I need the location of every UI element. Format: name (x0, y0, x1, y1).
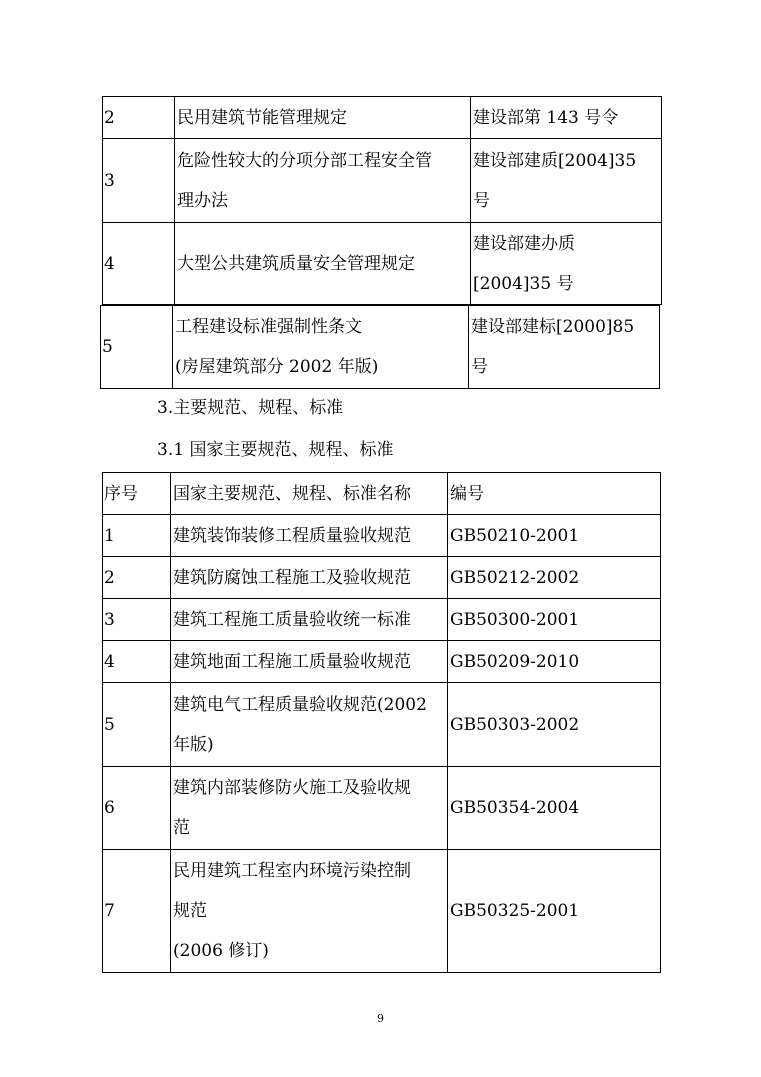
standard-name: 建筑地面工程施工质量验收规范 (171, 641, 448, 683)
regulation-name: 工程建设标准强制性条文 (房屋建筑部分 2002 年版) (173, 306, 469, 389)
row-number: 7 (103, 850, 171, 973)
standard-name: 建筑装饰装修工程质量验收规范 (171, 515, 448, 557)
regulation-name: 民用建筑节能管理规定 (175, 97, 471, 139)
header-no: 序号 (103, 473, 171, 515)
standard-name: 建筑电气工程质量验收规范(2002 年版) (171, 683, 448, 767)
table-row (103, 97, 662, 139)
row-number: 6 (103, 767, 171, 850)
header-name: 国家主要规范、规程、标准名称 (171, 473, 448, 515)
standard-code: GB50210-2001 (448, 515, 661, 557)
row-number: 4 (103, 641, 171, 683)
row-number: 2 (103, 557, 171, 599)
table-row (103, 515, 661, 557)
table-row (103, 223, 662, 305)
row-number: 2 (103, 97, 175, 139)
table-row (103, 850, 661, 973)
header-code: 编号 (448, 473, 661, 515)
standard-code: GB50300-2001 (448, 599, 661, 641)
standard-name: 建筑防腐蚀工程施工及验收规范 (171, 557, 448, 599)
regulation-code: 建设部建办质 [2004]35 号 (471, 223, 662, 305)
row-number: 5 (103, 683, 171, 767)
standard-name: 民用建筑工程室内环境污染控制 规范 (2006 修订) (171, 850, 448, 973)
standard-code: GB50212-2002 (448, 557, 661, 599)
regulation-name: 危险性较大的分项分部工程安全管 理办法 (175, 139, 471, 223)
table-row (103, 683, 661, 767)
regulation-code: 建设部第 143 号令 (471, 97, 662, 139)
row-number: 5 (101, 306, 173, 389)
standard-code: GB50209-2010 (448, 641, 661, 683)
subsection-heading: 3.1 国家主要规范、规程、标准 (157, 440, 394, 460)
standard-name: 建筑内部装修防火施工及验收规 范 (171, 767, 448, 850)
standard-code: GB50303-2002 (448, 683, 661, 767)
row-number: 1 (103, 515, 171, 557)
standard-name: 建筑工程施工质量验收统一标准 (171, 599, 448, 641)
table-row (103, 139, 662, 223)
standards-table (102, 472, 661, 973)
regulations-table (102, 96, 662, 305)
table-row (103, 599, 661, 641)
table-header-row (103, 473, 661, 515)
regulations-table-continued (100, 305, 660, 389)
regulation-code: 建设部建质[2004]35 号 (471, 139, 662, 223)
row-number: 3 (103, 139, 175, 223)
page-number: 9 (377, 1012, 384, 1025)
standard-code: GB50354-2004 (448, 767, 661, 850)
row-number: 3 (103, 599, 171, 641)
table-row (103, 557, 661, 599)
table-row (103, 641, 661, 683)
table-row (101, 306, 660, 389)
row-number: 4 (103, 223, 175, 305)
regulation-name: 大型公共建筑质量安全管理规定 (175, 223, 471, 305)
table-row (103, 767, 661, 850)
regulation-code: 建设部建标[2000]85 号 (469, 306, 660, 389)
section-heading: 3.主要规范、规程、标准 (157, 398, 344, 418)
standard-code: GB50325-2001 (448, 850, 661, 973)
